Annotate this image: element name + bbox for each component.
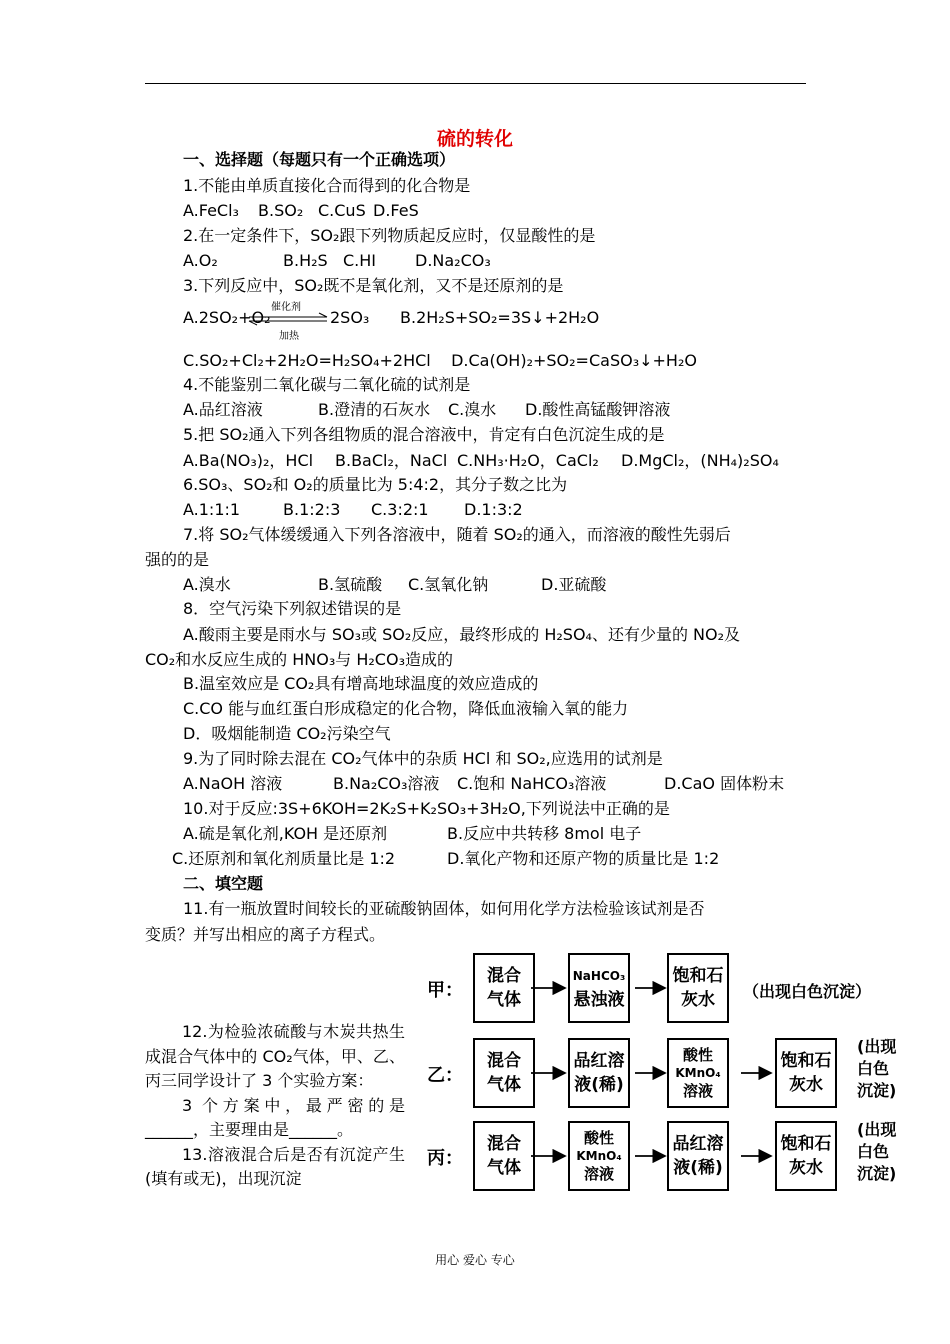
- q10-option-d: D.氧化产物和还原产物的质量比是 1:2: [447, 849, 720, 868]
- flow-box-text: 灰水: [681, 990, 715, 1010]
- flow-box-text: KMnO₄: [675, 1066, 721, 1080]
- q7-option-b: B.氢硫酸: [318, 575, 383, 594]
- flow-box-text: 液(稀): [673, 1158, 723, 1178]
- q1-option-c: C.CuS: [318, 201, 366, 220]
- flow-box-text: 灰水: [789, 1158, 823, 1178]
- q3-options-cd: C.SO₂+Cl₂+2H₂O=H₂SO₄+2HCl D.Ca(OH)₂+SO₂=CaSO₃↓+H₂O: [183, 351, 697, 370]
- flow-box: [568, 1038, 630, 1108]
- header-rule: [145, 83, 806, 84]
- flow-result-line: 沉淀): [857, 1164, 897, 1183]
- page-title: 硫的转化: [436, 128, 513, 150]
- q6-option-c: C.3:2:1: [371, 500, 429, 519]
- flow-result-text: [857, 1119, 896, 1185]
- q1-option-d: D.FeS: [373, 201, 419, 220]
- q6-option-a: A.1:1:1: [183, 500, 241, 519]
- q3-heat-label: 加热: [279, 331, 299, 342]
- experiment-flow-diagram: [425, 948, 915, 1208]
- q3-catalyst-label: 催化剂: [271, 302, 301, 313]
- flow-box-text: 混合: [487, 1134, 521, 1154]
- flow-box: [473, 953, 535, 1023]
- q4-options: [183, 400, 670, 420]
- q4-option-d: D.酸性高锰酸钾溶液: [525, 400, 671, 419]
- q9-option-c: C.饱和 NaHCO₃溶液: [457, 774, 607, 793]
- flow-box-text: 品红溶: [573, 1051, 625, 1071]
- flow-box-text: 悬浊液: [573, 990, 625, 1010]
- q10-option-a: A.硫是氧化剂,KOH 是还原剂: [183, 824, 388, 843]
- q7-option-c: C.氢氧化钠: [408, 575, 489, 594]
- q11-line1: 11.有一瓶放置时间较长的亚硫酸钠固体，如何用化学方法检验该试剂是否: [183, 899, 705, 918]
- q10-stem: 10.对于反应:3S+6KOH=2K₂S+K₂SO₃+3H₂O,下列说法中正确的是: [183, 799, 670, 818]
- q3-stem: 3.下列反应中，SO₂既不是氧化剂，又不是还原剂的是: [183, 276, 564, 295]
- flow-box-text: KMnO₄: [576, 1149, 622, 1163]
- flow-box-text: 饱和石: [780, 1134, 832, 1154]
- flow-box: [775, 1038, 837, 1108]
- q7-option-a: A.溴水: [183, 575, 231, 594]
- q2-option-b: B.H₂S: [283, 251, 328, 270]
- q7-stem-line2: 强的的是: [145, 550, 210, 569]
- q9-option-d: D.CaO 固体粉末: [664, 774, 785, 793]
- q6-stem: 6.SO₃、SO₂和 O₂的质量比为 5:4:2，其分子数之比为: [183, 475, 568, 494]
- q8-option-a-line2: CO₂和水反应生成的 HNO₃与 H₂CO₃造成的: [145, 650, 453, 669]
- flow-box: [568, 1121, 630, 1191]
- q1-options: [183, 201, 419, 221]
- q6-options: [183, 500, 523, 520]
- q4-stem: 4.不能鉴别二氧化碳与二氧化硫的试剂是: [183, 375, 471, 394]
- q8-option-d: D．吸烟能制造 CO₂污染空气: [183, 724, 391, 743]
- q5-option-a: A.Ba(NO₃)₂，HCl: [183, 451, 314, 470]
- flow-box: [667, 953, 729, 1023]
- flow-box: [473, 1121, 535, 1191]
- q5-option-c: C.NH₃·H₂O，CaCl₂: [457, 451, 599, 470]
- flow-box: [568, 953, 630, 1023]
- q9-options: [183, 774, 784, 794]
- section-heading-choice: 一、选择题（每题只有一个正确选项）: [183, 150, 456, 169]
- flow-box: [667, 1038, 729, 1108]
- q5-stem: 5.把 SO₂通入下列各组物质的混合溶液中，肯定有白色沉淀生成的是: [183, 425, 665, 444]
- flow-box-text: 气体: [487, 1075, 521, 1095]
- flow-row-label: 甲：: [427, 980, 463, 1001]
- flow-result-line: (出现: [857, 1120, 897, 1139]
- flow-row-label: 丙：: [427, 1148, 463, 1169]
- q2-option-a: A.O₂: [183, 251, 218, 270]
- q3-option-a-right: 2SO₃: [330, 308, 370, 327]
- q4-option-a: A.品红溶液: [183, 400, 263, 419]
- q2-option-d: D.Na₂CO₃: [415, 251, 491, 270]
- q7-options: [183, 575, 606, 595]
- q10-option-b: B.反应中共转移 8mol 电子: [447, 824, 642, 843]
- flow-box-text: 混合: [487, 966, 521, 986]
- flow-box-text: 饱和石: [672, 966, 724, 986]
- footer-motto: 用心 爱心 专心: [435, 1253, 515, 1267]
- q4-option-b: B.澄清的石灰水: [318, 400, 431, 419]
- q12-question: 3 个方案中，最严密的是______，主要理由是______。: [145, 1095, 405, 1139]
- flow-box-text: 饱和石: [780, 1051, 832, 1071]
- section-heading-fill: 二、填空题: [183, 874, 264, 893]
- q2-option-c: C.HI: [343, 251, 377, 270]
- q10-option-c: C.还原剂和氧化剂质量比是 1:2: [172, 849, 396, 868]
- q5-option-b: B.BaCl₂，NaCl: [335, 451, 448, 470]
- q8-option-a-line1: A.酸雨主要是雨水与 SO₃或 SO₂反应，最终形成的 H₂SO₄、还有少量的 NO₂及: [183, 625, 741, 644]
- q8-stem: 8．空气污染下列叙述错误的是: [183, 599, 402, 618]
- flow-box-text: 灰水: [789, 1075, 823, 1095]
- flow-box-text: 液(稀): [574, 1075, 624, 1095]
- q2-options: [183, 251, 491, 271]
- q13-text: 13.溶液混合后是否有沉淀产生(填有或无)，出现沉淀: [145, 1144, 405, 1188]
- q7-option-d: D.亚硫酸: [541, 575, 607, 594]
- flow-box-text: 溶液: [682, 1082, 713, 1100]
- q7-stem-line1: 7.将 SO₂气体缓缓通入下列各溶液中，随着 SO₂的通入，而溶液的酸性先弱后: [183, 525, 731, 544]
- q10-options-ab: [183, 824, 641, 844]
- q11-line2: 变质？并写出相应的离子方程式。: [145, 925, 386, 944]
- q5-options: [183, 451, 779, 471]
- q3-option-a-left: A.2SO₂+O₂: [183, 308, 271, 327]
- flow-result-text: （出现白色沉淀）: [743, 982, 872, 1001]
- q10-options-cd: [172, 849, 719, 869]
- flow-box-text: 溶液: [583, 1165, 614, 1183]
- flow-box-text: 酸性: [583, 1129, 614, 1147]
- flow-box: [667, 1121, 729, 1191]
- q8-option-b: B.温室效应是 CO₂具有增高地球温度的效应造成的: [183, 674, 539, 693]
- flow-box-text: 气体: [487, 1158, 521, 1178]
- flow-row-label: 乙：: [427, 1065, 463, 1086]
- q8-option-c: C.CO 能与血红蛋白形成稳定的化合物，降低血液输入氧的能力: [183, 699, 629, 718]
- q12-block: [145, 1020, 405, 1192]
- q9-option-b: B.Na₂CO₃溶液: [333, 774, 440, 793]
- q1-stem: 1.不能由单质直接化合而得到的化合物是: [183, 176, 471, 195]
- q2-stem: 2.在一定条件下，SO₂跟下列物质起反应时，仅显酸性的是: [183, 226, 596, 245]
- q6-option-b: B.1:2:3: [283, 500, 341, 519]
- flow-box-text: 气体: [487, 990, 521, 1010]
- q3-reversible-arrow: [243, 300, 333, 340]
- q12-text: 12.为检验浓硫酸与木炭共热生成混合气体中的 CO₂气体，甲、乙、丙三同学设计了 3 个实验方案：: [145, 1022, 405, 1090]
- q9-stem: 9.为了同时除去混在 CO₂气体中的杂质 HCl 和 SO₂,应选用的试剂是: [183, 749, 663, 768]
- q5-option-d: D.MgCl₂，(NH₄)₂SO₄: [621, 451, 779, 470]
- flow-box-text: 酸性: [682, 1046, 713, 1064]
- flow-box-text: NaHCO₃: [572, 969, 626, 983]
- flow-box: [473, 1038, 535, 1108]
- q3-option-b: B.2H₂S+SO₂=3S↓+2H₂O: [400, 308, 600, 327]
- q4-option-c: C.溴水: [448, 400, 497, 419]
- flow-box: [775, 1121, 837, 1191]
- flow-result-text: [857, 1036, 896, 1102]
- flow-box-text: 混合: [487, 1051, 521, 1071]
- flow-result-line: (出现: [857, 1037, 897, 1056]
- flow-result-line: 沉淀): [857, 1081, 897, 1100]
- flow-result-line: 白色: [857, 1059, 890, 1078]
- q9-option-a: A.NaOH 溶液: [183, 774, 283, 793]
- q1-option-a: A.FeCl₃: [183, 201, 239, 220]
- flow-box-text: 品红溶: [672, 1134, 724, 1154]
- q1-option-b: B.SO₂: [258, 201, 304, 220]
- flow-result-line: 白色: [857, 1142, 890, 1161]
- q6-option-d: D.1:3:2: [464, 500, 523, 519]
